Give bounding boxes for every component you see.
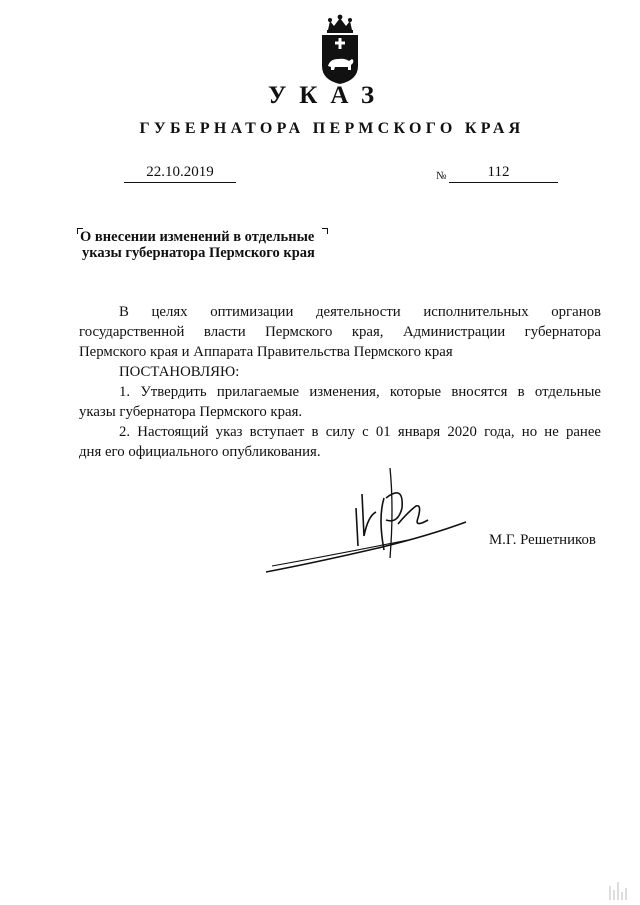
document-type: УКАЗ — [267, 82, 388, 109]
item-1-line-1: 1. Утвердить прилагаемые изменения, которые вносятся в отдельные — [119, 384, 601, 400]
handwritten-signature-icon — [258, 458, 478, 580]
coat-of-arms-icon — [318, 14, 362, 86]
item-1-line-2: указы губернатора Пермского края. — [79, 404, 303, 420]
scan-artifact-icon — [606, 878, 636, 902]
decree-date: 22.10.2019 — [124, 162, 236, 183]
item-2-line-2: дня его официального опубликования. — [79, 444, 321, 460]
decree-subject — [80, 229, 350, 261]
decree-word: ПОСТАНОВЛЯЮ: — [119, 364, 240, 380]
decree-number: 112 — [449, 162, 558, 183]
preamble-line-2: государственной власти Пермского края, Администрации губернатора — [79, 324, 601, 340]
issuing-authority: ГУБЕРНАТОРА ПЕРМСКОГО КРАЯ — [139, 120, 525, 137]
subject-line-1: О внесении изменений в отдельные — [80, 229, 315, 245]
preamble-line-1: В целях оптимизации деятельности исполнительных органов — [119, 304, 601, 320]
decree-body — [79, 302, 601, 462]
number-label: № — [436, 170, 447, 182]
subject-line-2: указы губернатора Пермского края — [82, 245, 315, 261]
item-2-line-1: 2. Настоящий указ вступает в силу с 01 января 2020 года, но не ранее — [119, 424, 601, 440]
preamble-line-3: Пермского края и Аппарата Правительства Пермского края — [79, 344, 453, 360]
signer-name: М.Г. Решетников — [489, 532, 596, 548]
